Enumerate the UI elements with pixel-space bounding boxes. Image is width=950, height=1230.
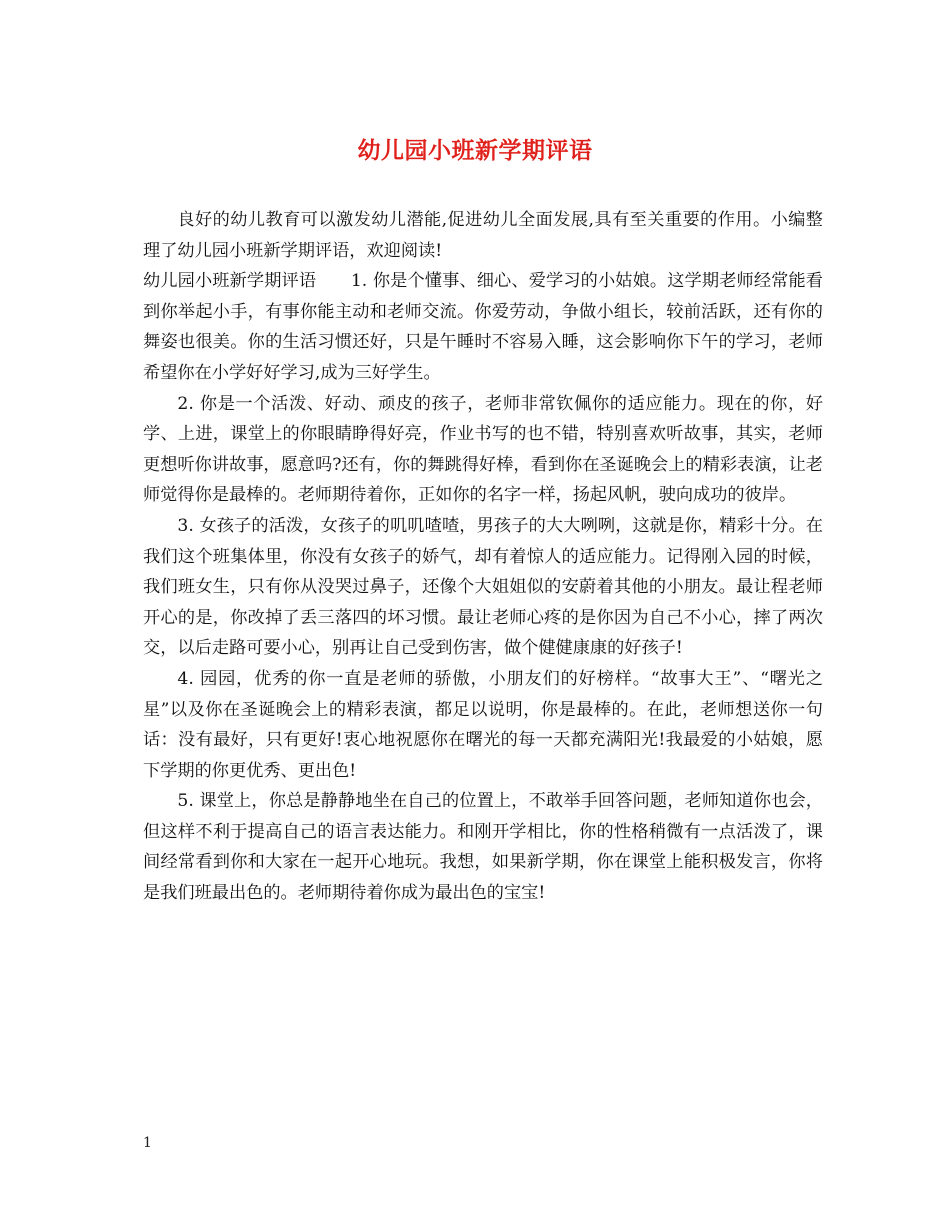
document-body xyxy=(143,205,823,909)
comment-paragraph-1: 幼儿园小班新学期评语 1. 你是个懂事、细心、爱学习的小姑娘。这学期老师经常能看到你举起小手，有事你能主动和老师交流。你爱劳动，争做小组长，较前活跃，还有你的舞姿也很美。你的生活习惯还好，只是午睡时不容易入睡，这会影响你下午的学习，老师希望你在小学好好学习,成为三好学生。 xyxy=(143,271,823,383)
comment-paragraph-3: 3. 女孩子的活泼，女孩子的叽叽喳喳，男孩子的大大咧咧，这就是你，精彩十分。在我们这个班集体里，你没有女孩子的娇气，却有着惊人的适应能力。记得刚入园的时候，我们班女生，只有你从没哭过鼻子，还像个大姐姐似的安蔚着其他的小朋友。最让程老师开心的是，你改掉了丢三落四的坏习惯。最让老师心疼的是你因为自己不小心，摔了两次交，以后走路可要小心，别再让自己受到伤害，做个健健康康的好孩子! xyxy=(143,515,823,659)
comment-paragraph-2: 2. 你是一个活泼、好动、顽皮的孩子，老师非常钦佩你的适应能力。现在的你，好学、上进，课堂上的你眼睛睁得好亮，作业书写的也不错，特别喜欢听故事，其实，老师更想听你讲故事，愿意吗?还有，你的舞跳得好棒，看到你在圣诞晚会上的精彩表演，让老师觉得你是最棒的。老师期待着你，正如你的名字一样，扬起风帆，驶向成功的彼岸。 xyxy=(143,393,823,506)
intro-paragraph: 良好的幼儿教育可以激发幼儿潜能,促进幼儿全面发展,具有至关重要的作用。小编整理了幼儿园小班新学期评语，欢迎阅读! xyxy=(143,210,823,261)
document-title: 幼儿园小班新学期评语 xyxy=(357,137,593,164)
comment-paragraph-4: 4. 园园，优秀的你一直是老师的骄傲，小朋友们的好榜样。“故事大王”、“曙光之星”以及你在圣诞晚会上的精彩表演，都足以说明，你是最棒的。在此，老师想送你一句话：没有最好，只有更好!衷心地祝愿你在曙光的每一天都充满阳光!我最爱的小姑娘，愿下学期的你更优秀、更出色! xyxy=(143,668,823,781)
comment-paragraph-5: 5. 课堂上，你总是静静地坐在自己的位置上，不敢举手回答问题，老师知道你也会，但这样不利于提高自己的语言表达能力。和刚开学相比，你的性格稍微有一点活泼了，课间经常看到你和大家在一起开心地玩。我想，如果新学期，你在课堂上能积极发言，你将是我们班最出色的。老师期待着你成为最出色的宝宝! xyxy=(143,791,823,904)
page-number: 1 xyxy=(143,1135,152,1151)
